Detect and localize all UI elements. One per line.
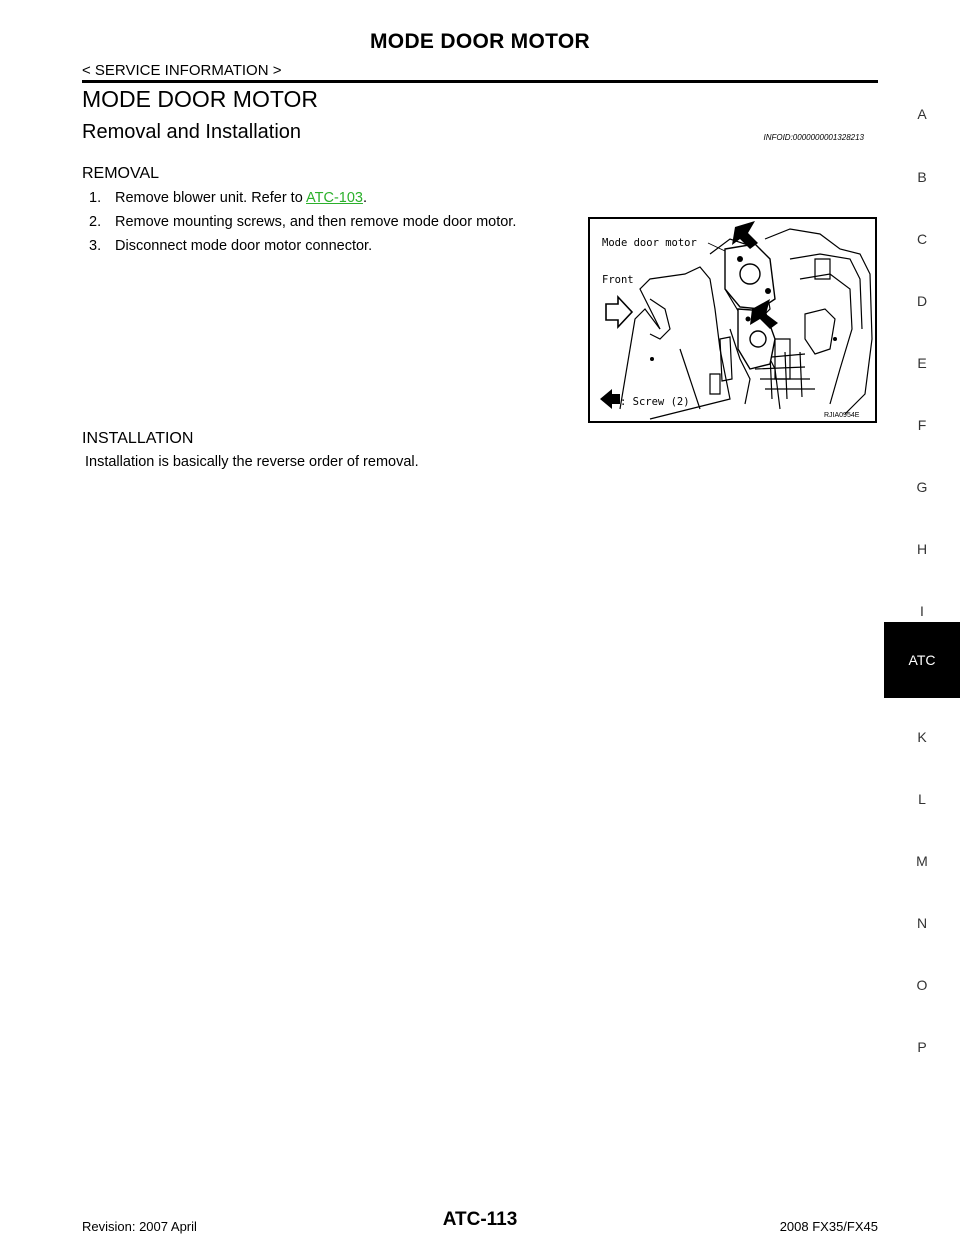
removal-step-2 xyxy=(89,214,516,230)
step-number: 2. xyxy=(89,214,102,230)
subsection-title: Removal and Installation xyxy=(82,121,302,143)
index-tab-g[interactable]: G xyxy=(916,479,928,495)
label-mode-door-motor: Mode door motor xyxy=(602,237,697,249)
index-tab-c[interactable]: C xyxy=(916,231,928,247)
atc-103-link[interactable]: ATC-103 xyxy=(306,190,363,206)
removal-step-3 xyxy=(89,238,372,254)
step-number: 3. xyxy=(89,238,102,254)
removal-heading: REMOVAL xyxy=(82,165,160,182)
breadcrumb: < SERVICE INFORMATION > xyxy=(82,62,282,79)
page-header-title: MODE DOOR MOTOR xyxy=(370,30,590,53)
index-tab-p[interactable]: P xyxy=(917,1039,927,1055)
index-tab-a[interactable]: A xyxy=(917,106,927,122)
label-front: Front xyxy=(602,274,634,286)
index-tab-m[interactable]: M xyxy=(916,853,928,869)
section-index xyxy=(884,0,960,1242)
index-tab-e[interactable]: E xyxy=(917,355,927,371)
index-tab-f[interactable]: F xyxy=(917,417,927,433)
removal-step-1 xyxy=(89,190,367,206)
mode-door-motor-figure xyxy=(588,217,877,423)
step-text: Remove blower unit. Refer to xyxy=(115,190,307,206)
footer-page-number: ATC-113 xyxy=(442,1209,518,1230)
figure-code: RJIA0954E xyxy=(824,412,860,419)
index-tab-l[interactable]: L xyxy=(918,791,926,807)
index-tab-i[interactable]: I xyxy=(920,603,924,619)
index-tab-k[interactable]: K xyxy=(917,729,927,745)
section-title: MODE DOOR MOTOR xyxy=(82,86,318,112)
index-tab-o[interactable]: O xyxy=(916,977,928,993)
installation-heading: INSTALLATION xyxy=(82,430,194,447)
footer-model: 2008 FX35/FX45 xyxy=(779,1219,878,1234)
index-tab-b[interactable]: B xyxy=(917,169,927,185)
index-tab-n[interactable]: N xyxy=(916,915,928,931)
mechanical-illustration xyxy=(590,219,875,421)
header-divider xyxy=(82,80,878,83)
index-tab-atc-active[interactable] xyxy=(884,622,960,698)
step-text-end: . xyxy=(362,190,367,206)
footer-revision: Revision: 2007 April xyxy=(82,1219,197,1234)
installation-text: Installation is basically the reverse order of removal. xyxy=(85,454,419,470)
index-tab-h[interactable]: H xyxy=(916,541,928,557)
index-tab-d[interactable]: D xyxy=(916,293,928,309)
step-text: Remove mounting screws, and then remove mode door motor. xyxy=(115,214,517,230)
info-id: INFOID:0000000001328213 xyxy=(763,133,864,142)
step-number: 1. xyxy=(89,190,102,206)
label-screw: : Screw (2) xyxy=(620,396,690,408)
index-tab-atc-label: ATC xyxy=(908,652,936,668)
step-text: Disconnect mode door motor connector. xyxy=(115,238,373,254)
